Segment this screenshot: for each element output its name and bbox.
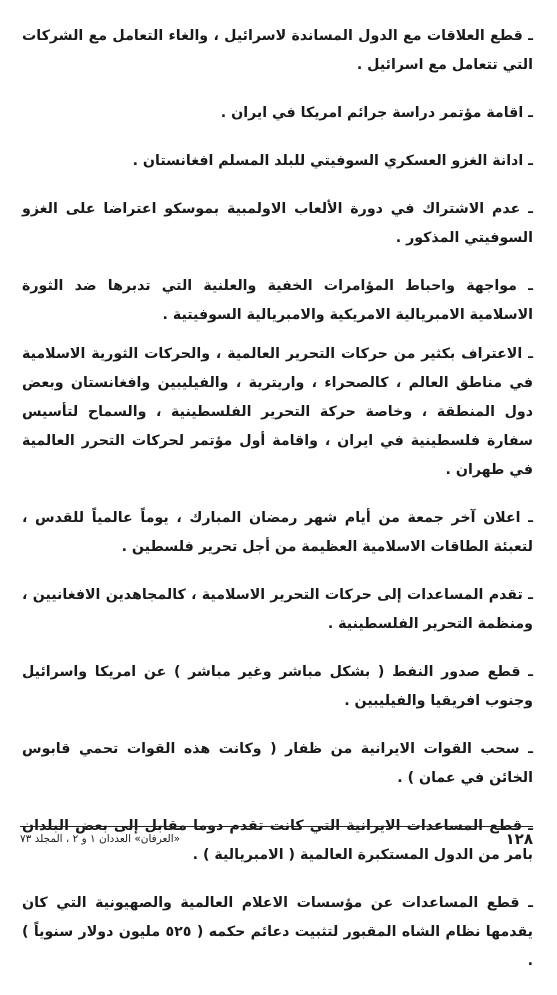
list-item: ـ عدم الاشتراك في دورة الألعاب الاولمبية بموسكو اعتراضا على الغزو السوفيتي المذكور . bbox=[22, 201, 533, 246]
list-item: ـ قطع العلاقات مع الدول المساندة لاسرائيل ، والغاء التعامل مع الشركات التي تتعامل مع اسرائيل . bbox=[22, 28, 533, 73]
list-item: ـ قطع صدور النفط ( بشكل مباشر وغير مباشر ) عن امريكا واسرائيل وجنوب افريقيا والفيليبين . bbox=[22, 664, 533, 709]
list-item: ـ الاعتراف بكثير من حركات التحرير العالمية ، والحركات الثورية الاسلامية في مناطق العالم ، كالصحراء ، واريترية ، والفيليبين وافغانستان وبعض دول المنطقة ، وخاصة حركة التحرير الفلسطينية ، والسماح لتأسيس سفارة فلسطينية في ايران ، واقامة أول مؤتمر لحركات التحرر العالمية في طهران . bbox=[22, 346, 533, 478]
list-item: ـ اعلان آخر جمعة من أيام شهر رمضان المبارك ، يوماً عالمياً للقدس ، لتعبئة الطاقات الاسلامية العظيمة من أجل تحرير فلسطين . bbox=[22, 510, 533, 555]
list-item: ـ قطع المساعدات الايرانية التي كانت تقدم دوما مقابل إلى بعض البلدان بامر من الدول المستكبرة العالمية ( الامبريالية ) . bbox=[22, 818, 533, 863]
page-footer bbox=[20, 826, 533, 849]
list-item: ـ سحب القوات الايرانية من ظفار ( وكانت هذه القوات تحمي قابوس الخائن في عمان ) . bbox=[22, 741, 533, 786]
list-item: ـ مواجهة واحباط المؤامرات الخفية والعلنية التي تدبرها ضد الثورة الاسلامية الامبريالية الامريكية والامبريالية السوفيتية . bbox=[22, 278, 533, 323]
list-item: ـ تقدم المساعدات إلى حركات التحرير الاسلامية ، كالمجاهدين الافغانيين ، ومنظمة التحرير الفلسطينية . bbox=[22, 587, 533, 632]
list-item: ـ اقامة مؤتمر دراسة جرائم امريكا في ايران . bbox=[220, 105, 533, 121]
list-item: ـ ادانة الغزو العسكري السوفيتي للبلد المسلم افغانستان . bbox=[132, 153, 533, 169]
journal-reference: «العرفان» العددان ١ و ٢ ، المجلد ٧٣ bbox=[20, 833, 181, 845]
list-items bbox=[22, 22, 533, 995]
list-item: ـ قطع المساعدات عن مؤسسات الاعلام العالمية والصهيونية التي كان يقدمها نظام الشاه المقبور لتثبيت دعائم حكمه ( ٥٢٥ مليون دولار سنوياً ) . bbox=[22, 895, 533, 969]
page-number: ١٢٨ bbox=[505, 830, 533, 848]
